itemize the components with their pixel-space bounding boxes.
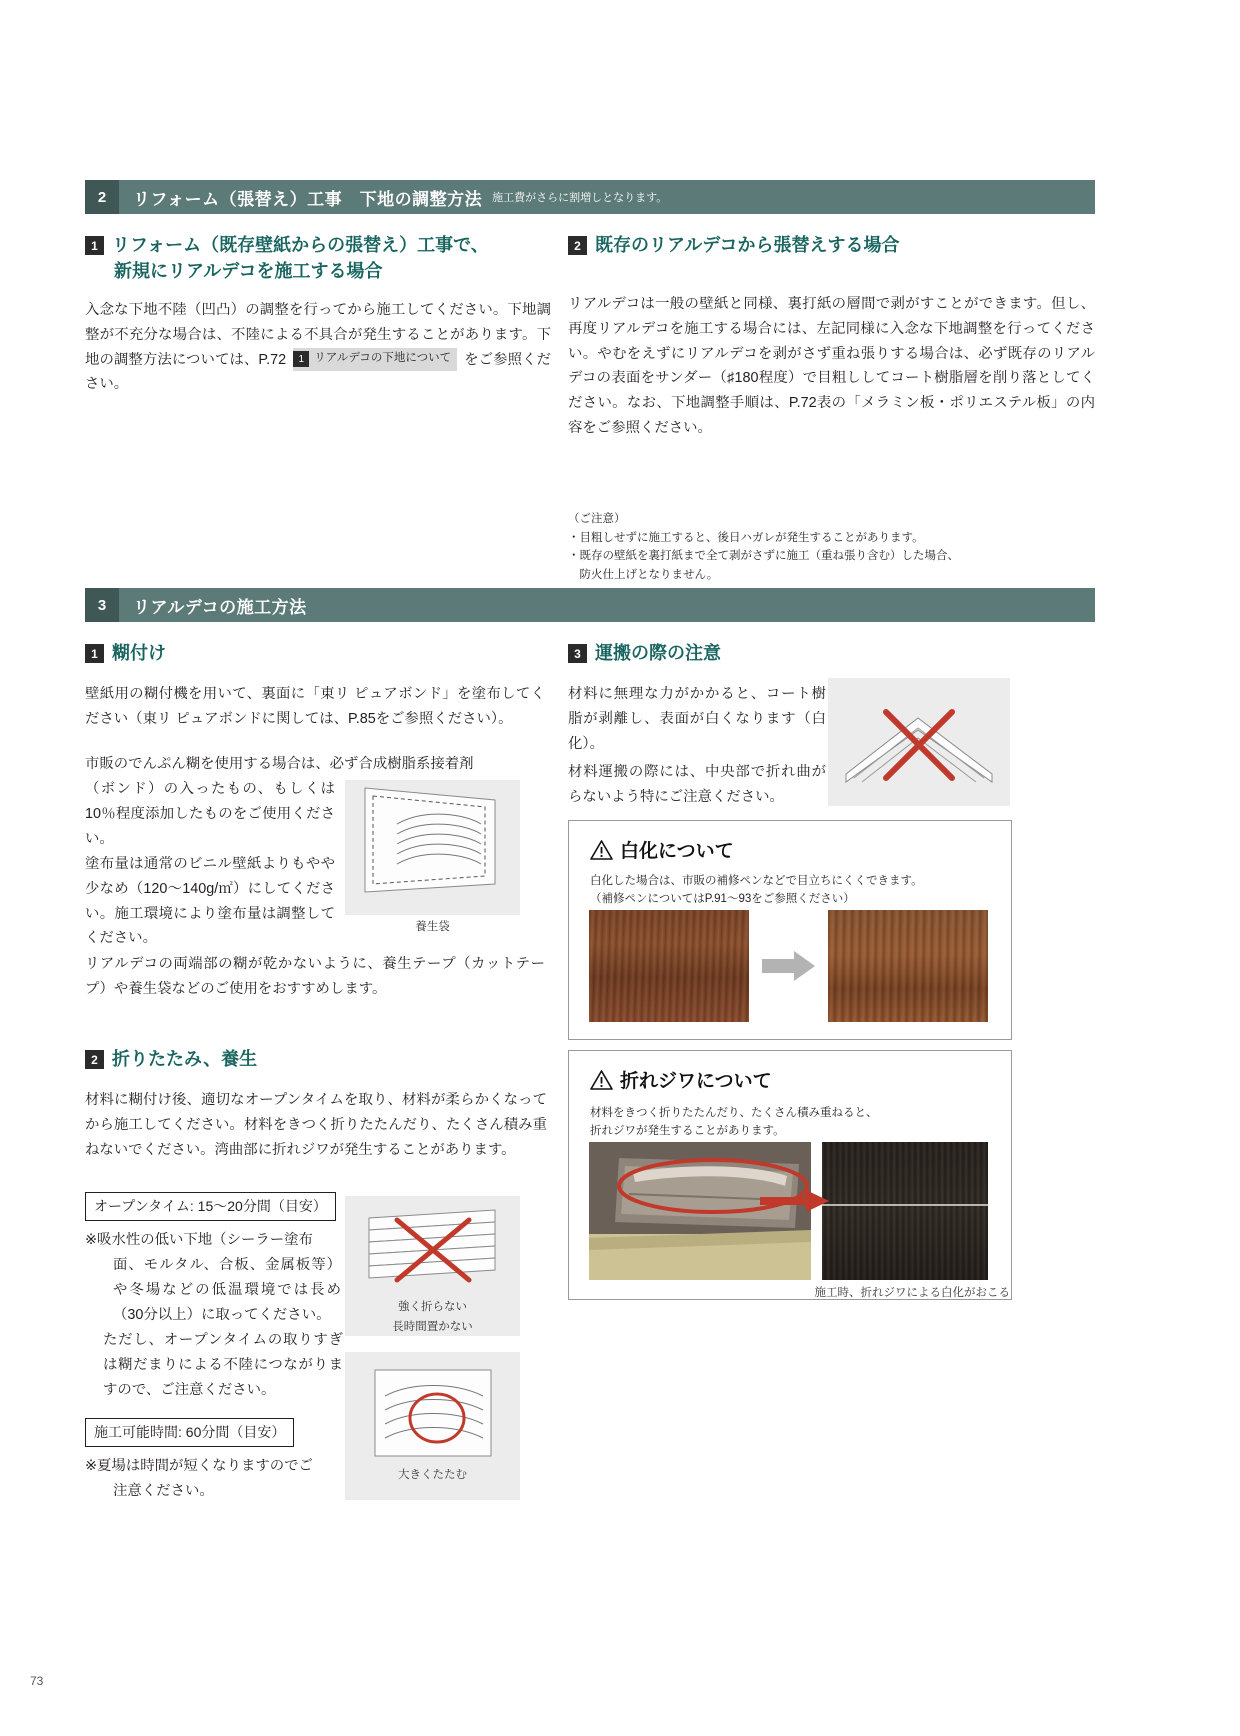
subheading-text-2: 既存のリアルデコから張替えする場合 — [595, 235, 900, 255]
figure-caption-fold-large: 大きくたたむ — [398, 1469, 467, 1481]
panel-crease-sub — [590, 1104, 990, 1141]
sec3-1-para2-line1: 市販のでんぷん糊を使用する場合は、必ず合成樹脂系接着剤 — [85, 756, 474, 772]
wood-texture-after — [828, 910, 988, 1022]
figure-caption-do-not-fold-2: 長時間置かない — [392, 1321, 473, 1333]
caution-item-2: ・既存の壁紙を裏打紙まで全て剥がさずに施工（重ね張り含む）した場合、 — [568, 550, 959, 563]
sec2-right-body: リアルデコは一般の壁紙と同様、裏打紙の層間で剥がすことができます。但し、再度リアルデコを施工する場合には、左記同様に入念な下地調整を行ってください。やむをえずにリアルデコを剥がさず重ね張りする場合は、必ず既存のリアルデコの表面をサンダー（♯180程度）で目粗ししてコート樹脂層を削り落としてください。なお、下地調整手順は、P.72表の「メラミン板・ポリエステル板」の内容をご参照ください。 — [568, 296, 1095, 436]
subheading-number: 1 — [85, 236, 104, 255]
panel-whitening-sub-1: 白化した場合は、市販の補修ペンなどで目立ちにくくできます。 — [590, 875, 923, 887]
sec3-1-para4: リアルデコの両端部の糊が乾かないように、養生テープ（カットテープ）や養生袋などのご使用をおすすめします。 — [85, 956, 545, 997]
sec3-1-para1: 壁紙用の糊付機を用いて、裏面に「東リ ピュアボンド」を塗布してください（東リ ピュアボンドに関しては、P.85をご参照ください）。 — [85, 686, 545, 727]
sec3-2-note2: ただし、オープンタイムの取りすぎは糊だまりによる不陸につながりますので、ご注意ください。 — [103, 1332, 343, 1398]
section-title-3: リアルデコの施工方法 — [133, 597, 307, 617]
subheading-reform-new — [85, 232, 555, 284]
curing-bag-illustration — [345, 780, 520, 915]
subheading-text-3-2: 折りたたみ、養生 — [112, 1049, 258, 1069]
section-title: リフォーム（張替え）工事 下地の調整方法 — [133, 189, 483, 209]
subheading-line2: 新規にリアルデコを施工する場合 — [114, 261, 383, 282]
panel-whitening-sub — [590, 872, 990, 909]
subheading-number-3-2: 2 — [85, 1050, 104, 1069]
figure-do-not-fold — [345, 1196, 520, 1336]
panel-crease-title — [590, 1066, 772, 1093]
figure-caption-do-not-fold-1: 強く折らない — [398, 1301, 467, 1313]
subheading-text-3-3: 運搬の際の注意 — [595, 643, 721, 663]
box-workable-time: 施工可能時間: 60分間（目安） — [85, 1418, 294, 1447]
sec3-2-note1: ※吸水性の低い下地（シーラー塗布 — [85, 1232, 313, 1248]
section-note: 施工費がさらに割増しとなります。 — [492, 191, 668, 204]
warning-triangle-icon-2 — [590, 1070, 613, 1090]
transport-warning-illustration — [828, 678, 1010, 806]
photo-crease-whitening — [822, 1142, 988, 1280]
sec3-1-para3: 塗布量は通常のビニル壁紙よりもやや少なめ（120〜140g/㎡）にしてください。施工環境により塗布量は調整してください。 — [85, 856, 335, 947]
subheading-line1: リフォーム（既存壁紙からの張替え）工事で、 — [112, 235, 489, 255]
subheading-reform-existing — [568, 232, 1088, 258]
sec3-2-note3-cont: 注意ください。 — [113, 1483, 214, 1499]
caution-title: （ご注意） — [568, 513, 626, 525]
caution-item-1: ・目粗しせずに施工すると、後日ハガレが発生することがあります。 — [568, 531, 924, 544]
warning-triangle-icon — [590, 840, 613, 860]
figure-transport-warning — [828, 678, 1010, 806]
sec2-left-body-part2: をご参照ください。 — [85, 351, 552, 393]
dark-wood-texture — [822, 1142, 988, 1280]
panel-crease-sub-1: 材料をきつく折りたたんだり、たくさん積み重ねると、 — [590, 1107, 878, 1119]
box-open-time: オープンタイム: 15〜20分間（目安） — [85, 1192, 336, 1221]
reference-chip[interactable] — [293, 348, 457, 371]
do-not-fold-illustration — [345, 1196, 520, 1336]
sec3-3-para1: 材料に無理な力がかかると、コート樹脂が剥離し、表面が白くなります（白化）。 — [568, 686, 826, 752]
reference-chip-label: リアルデコの下地について — [314, 352, 452, 365]
subheading-number-3-3: 3 — [568, 644, 587, 663]
section-number-3: 3 — [85, 588, 119, 622]
sec3-2-para1: 材料に糊付け後、適切なオープンタイムを取り、材料が柔らかくなってから施工してください。材料をきつく折りたたんだり、たくさん積み重ねないでください。湾曲部に折れジワが発生することがあります。 — [85, 1092, 547, 1158]
sec3-1-para2-rest: （ボンド）の入ったもの、もしくは10％程度添加したものをご使用ください。 — [85, 781, 335, 847]
sec2-caution — [568, 510, 1098, 585]
crease-line — [822, 1204, 988, 1206]
subheading-number-2: 2 — [568, 236, 587, 255]
caution-item-3: 防火仕上げとなりません。 — [568, 568, 719, 581]
figure-caption-curing-bag: 養生袋 — [415, 921, 450, 933]
sec2-left-body — [85, 298, 551, 397]
subheading-number-3-1: 1 — [85, 644, 104, 663]
panel-whitening-title — [590, 836, 734, 863]
arrow-red-icon — [760, 1188, 830, 1219]
section-number: 2 — [85, 180, 119, 214]
subheading-paste — [85, 640, 485, 666]
subheading-transport — [568, 640, 988, 666]
photo-whitened-wood — [589, 910, 749, 1022]
panel-whitening-title-text: 白化について — [620, 841, 734, 862]
wood-texture-before — [589, 910, 749, 1022]
reference-chip-number: 1 — [293, 351, 309, 367]
section-header-3 — [85, 588, 1095, 622]
photo-crease-caption: 施工時、折れジワによる白化がおこる — [814, 1287, 1010, 1299]
sec3-3-para2: 材料運搬の際には、中央部で折れ曲がらないよう特にご注意ください。 — [568, 764, 826, 805]
panel-whitening-sub-2: （補修ペンについてはP.91〜93をご参照ください） — [590, 893, 855, 906]
panel-crease-sub-2: 折れジワが発生することがあります。 — [590, 1125, 785, 1138]
sec3-2-note1-cont: 面、モルタル、合板、金属板等）や冬場などの低温環境では長め（30分以上）に取ってください。 — [113, 1257, 341, 1323]
sec2-left-body-part1: 入念な下地不陸（凹凸）の調整を行ってから施工してください。下地調整が不充分な場合は、不陸による不具合が発生することがあります。下地の調整方法については、P.72 — [85, 302, 551, 368]
page-number: 73 — [30, 1674, 44, 1688]
subheading-folding — [85, 1046, 505, 1072]
figure-curing-bag — [345, 780, 520, 915]
sec3-2-note3: ※夏場は時間が短くなりますのでご — [85, 1458, 313, 1474]
photo-repaired-wood — [828, 910, 988, 1022]
subheading-text-3-1: 糊付け — [112, 643, 166, 663]
arrow-right-icon — [762, 950, 816, 987]
panel-crease-title-text: 折れジワについて — [620, 1071, 772, 1092]
section-header-2 — [85, 180, 1095, 214]
